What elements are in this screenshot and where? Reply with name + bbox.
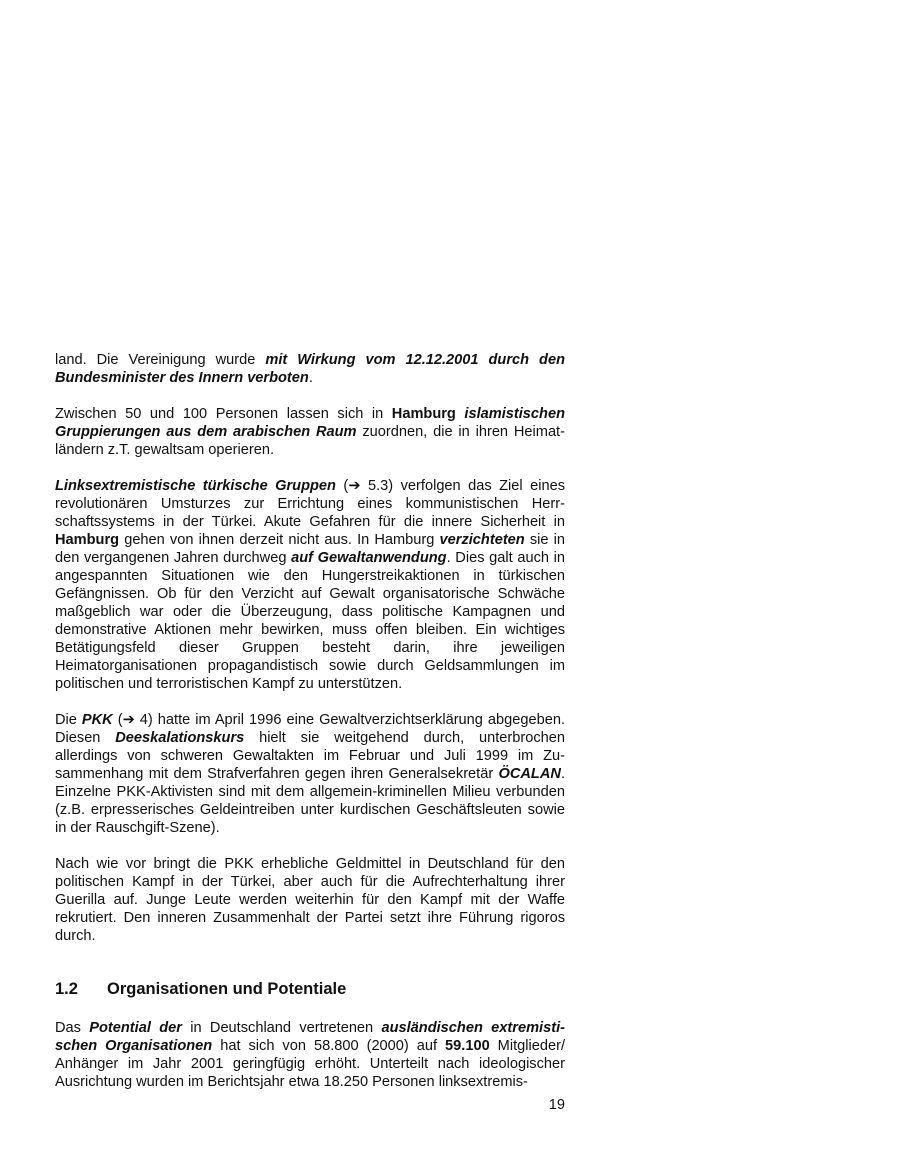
text-run: hielt sie weitgehend durch, unterbrochen allerdings von schweren Gewaltakten im Februar und Juli 1999 im Zusammenhang mit dem Strafverfahren gegen ihren Generalsekretär	[55, 730, 566, 782]
bold-text: Hamburg	[55, 532, 120, 548]
text-run: Zwischen 50 und 100 Personen lassen sich in	[55, 406, 392, 422]
section-heading	[55, 979, 565, 999]
text-run: (	[335, 478, 349, 494]
text-run: .	[308, 370, 313, 386]
cross-reference-arrow-icon: ➔	[348, 477, 361, 494]
text-run: 4) hatte im April 1996 eine Gewaltverzichtserklärung abgegeben. Diesen	[55, 712, 566, 746]
emphasis-text: Deeskalationskurs	[115, 730, 245, 746]
text-run: in Deutschland vertretenen	[181, 1020, 382, 1036]
emphasis-text: PKK	[81, 712, 113, 728]
text-run: land. Die Vereinigung wurde	[55, 352, 266, 368]
section-paragraphs	[55, 1019, 565, 1091]
paragraphs	[55, 351, 565, 945]
paragraph	[55, 405, 565, 459]
emphasis-text: auf Gewaltanwendung	[291, 550, 447, 566]
text-run: 5.3) verfolgen das Ziel eines revolutionären Umsturzes zur Errichtung eines kommunistischen Herrschaftssystems in der Türkei. Akute Gefahren für die innere Sicherheit in	[55, 478, 566, 530]
text-run: . Einzelne PKK-Aktivisten sind mit dem allgemein-kriminellen Milieu verbunden (z.B. erpresserisches Geldeintreiben unter kurdischen Geschäftsleuten sowie in der Rauschgift-Szene).	[55, 766, 565, 836]
bold-text: Hamburg	[391, 406, 456, 422]
emphasis-text: ÖCALAN	[498, 766, 561, 782]
text-run: zuordnen, die in ihren Heimatländern z.T. gewaltsam operieren.	[55, 424, 565, 458]
emphasis-text: ausländischen extremistischen Organisationen	[55, 1020, 566, 1054]
text-run: sie in den vergangenen Jahren durchweg	[55, 532, 566, 566]
emphasis-text: mit Wirkung vom 12.12.2001 durch den Bundesminister des Innern verboten	[55, 352, 565, 386]
paragraph	[55, 351, 565, 387]
section-number: 1.2	[55, 980, 78, 998]
text-run: hat sich von 58.800 (2000) auf	[212, 1038, 446, 1054]
paragraph	[55, 1019, 565, 1091]
paragraph	[55, 855, 565, 945]
page-number: 19	[548, 1097, 565, 1113]
text-run: Das	[55, 1020, 90, 1036]
section-title: Organisationen und Potentiale	[107, 980, 347, 998]
bold-text: 59.100	[445, 1038, 490, 1054]
emphasis-text: Potential der	[89, 1020, 182, 1036]
emphasis-text: verzichteten	[439, 532, 525, 548]
text-run: Die	[55, 712, 82, 728]
text-run: . Dies galt auch in angespannten Situationen wie den Hungerstreikaktionen in türkischen Gefängnissen. Ob für den Verzicht auf Gewalt organisatorische Schwäche maßgeblich war oder die Überzeugung, dass politische Kampagnen und demonstrative Aktionen mehr bewirken, muss offen bleiben. Ein wichtiges Betätigungsfeld dieser Gruppen besteht darin, ihre jeweiligen Heimatorganisationen propagandistisch sowie durch Geldsammlungen im politischen und terroristischen Kampf zu unterstützen.	[55, 550, 565, 692]
text-run: gehen von ihnen derzeit nicht aus. In Hamburg	[119, 532, 440, 548]
document-body	[55, 351, 565, 1091]
text-run: Mitglieder/ Anhänger im Jahr 2001 geringfügig erhöht. Unterteilt nach ideologischer Ausrichtung wurden im Berichtsjahr etwa 18.250 Personen linksextremis-	[55, 1038, 565, 1090]
cross-reference-arrow-icon: ➔	[122, 711, 135, 728]
paragraph	[55, 711, 565, 837]
emphasis-text: Linksextremistische türkische Gruppen	[55, 478, 336, 494]
text-run: Nach wie vor bringt die PKK erhebliche Geldmittel in Deutschland für den politischen Kampf in der Türkei, aber auch für die Aufrechterhaltung ihrer Guerilla auf. Junge Leute werden weiterhin für den Kampf mit der Waffe rekrutiert. Den inneren Zusammenhalt der Partei setzt ihre Führung rigoros durch.	[55, 856, 565, 944]
paragraph	[55, 477, 565, 693]
emphasis-text: islamistischen Gruppierungen aus dem arabischen Raum	[55, 406, 565, 440]
text-run: (	[112, 712, 123, 728]
